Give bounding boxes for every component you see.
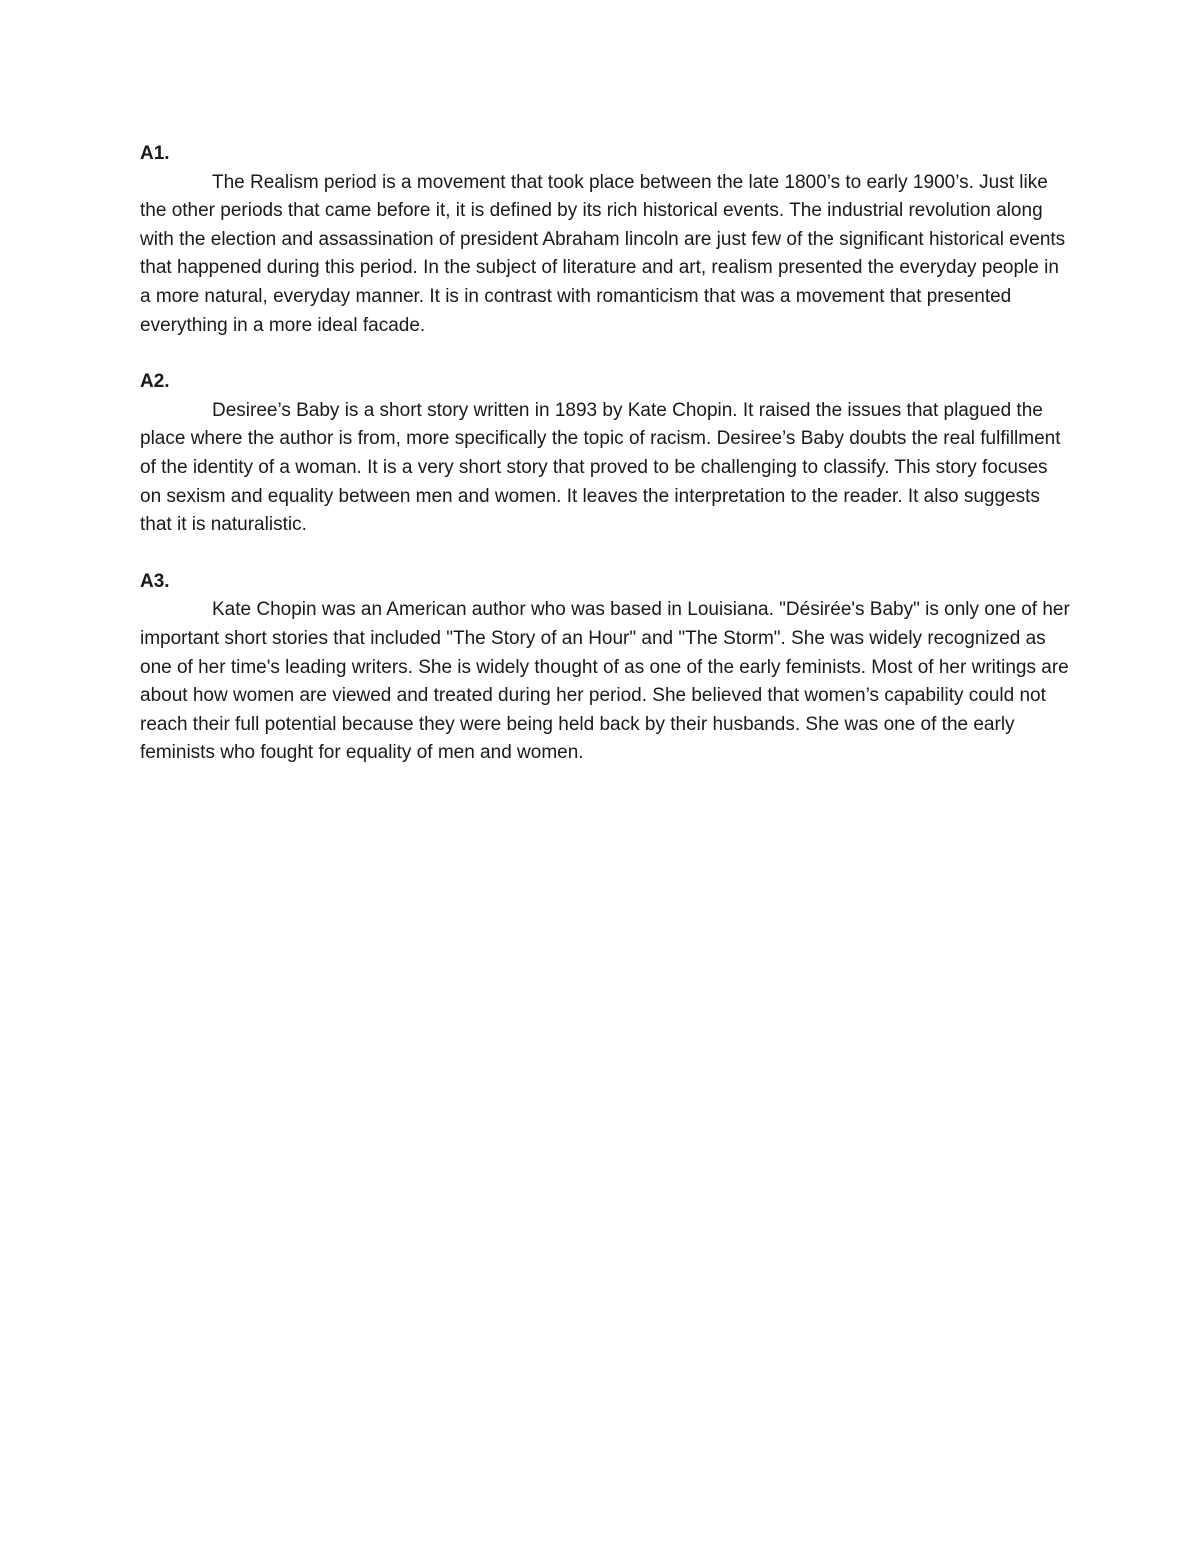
section-heading: A3.: [140, 570, 170, 592]
section-a1: [140, 140, 1070, 340]
section-paragraph: The Realism period is a movement that took place between the late 1800’s to early 1900’s. Just like the other periods that came before it, it is defined by its rich historical events. The industrial revolution along with the election and assassination of president Abraham lincoln are just few of the significant historical events that happened during this period. In the subject of literature and art, realism presented the everyday people in a more natural, everyday manner. It is in contrast with romanticism that was a movement that presented everything in a more ideal facade.: [140, 171, 1066, 336]
document-body: [140, 140, 1070, 796]
section-a2: [140, 368, 1070, 540]
section-paragraph: Desiree’s Baby is a short story written in 1893 by Kate Chopin. It raised the issues that plagued the place where the author is from, more specifically the topic of racism. Desiree’s Baby doubts the real fulfillment of the identity of a woman. It is a very short story that proved to be challenging to classify. This story focuses on sexism and equality between men and women. It leaves the interpretation to the reader. It also suggests that it is naturalistic.: [140, 399, 1061, 536]
section-a3: [140, 568, 1070, 768]
section-heading: A1.: [140, 143, 170, 164]
section-heading: A2.: [140, 371, 170, 393]
section-paragraph: Kate Chopin was an American author who was based in Louisiana. "Désirée's Baby" is only one of her important short stories that included "The Story of an Hour" and "The Storm". She was widely recognized as one of her time's leading writers. She is widely thought of as one of the early feminists. Most of her writings are about how women are viewed and treated during her period. She believed that women’s capability could not reach their full potential because they were being held back by their husbands. She was one of the early feminists who fought for equality of men and women.: [140, 599, 1070, 764]
